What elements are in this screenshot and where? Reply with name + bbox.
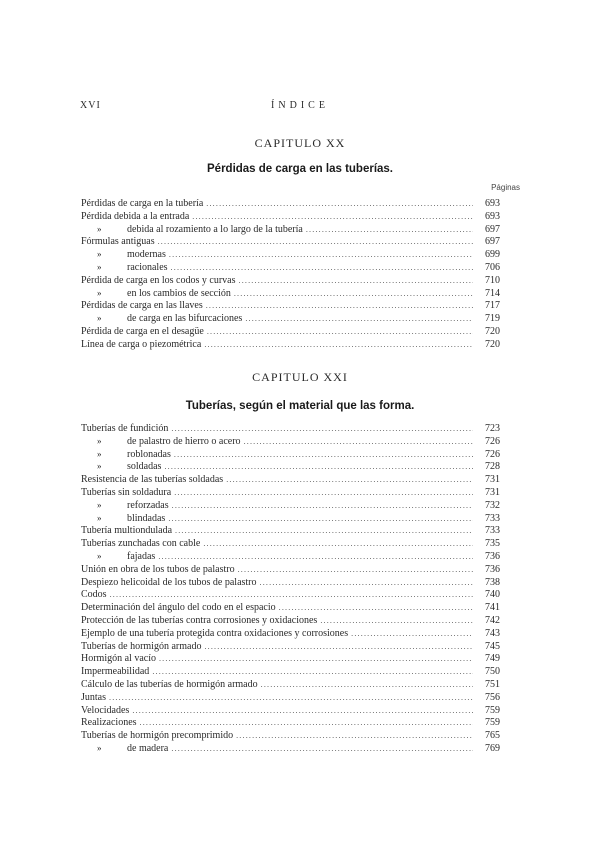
toc-entry-label: Pérdida de carga en el desagüe	[81, 325, 204, 337]
paginas-label: Páginas	[491, 183, 520, 192]
dot-leader	[174, 449, 473, 462]
toc-entry-title	[81, 248, 166, 262]
toc-entry	[81, 577, 500, 590]
dot-leader	[204, 339, 473, 352]
toc-entry	[81, 589, 500, 602]
ditto-mark: »	[97, 499, 102, 510]
toc-entry-title	[81, 692, 106, 705]
chapter-subtitle: Tuberías, según el material que las forma.	[185, 400, 415, 412]
toc-entry	[81, 525, 500, 538]
toc-entry-label: Cálculo de las tuberías de hormigón armado	[81, 678, 258, 690]
dot-leader	[306, 224, 473, 237]
toc-entry-label: modernas	[127, 249, 166, 261]
toc-entry-title	[81, 312, 242, 326]
toc-entry	[81, 653, 500, 666]
toc-entry-title	[81, 460, 161, 474]
toc-entry	[81, 461, 500, 474]
dot-leader	[260, 577, 473, 590]
dot-leader	[140, 717, 473, 730]
toc-entry	[81, 602, 500, 615]
toc-entry-page: 732	[485, 499, 500, 511]
toc-entry-page: 693	[485, 210, 500, 222]
toc-entry-title	[81, 525, 172, 538]
toc-entry-label: racionales	[127, 261, 168, 273]
ditto-mark: »	[97, 435, 102, 446]
toc-entry-page: 765	[485, 730, 500, 742]
toc-entry-title	[81, 198, 203, 211]
toc-entry-title	[81, 705, 129, 718]
toc-entry-page: 717	[485, 300, 500, 312]
toc-entry-label: en los cambios de sección	[127, 287, 231, 299]
dot-leader	[192, 211, 473, 224]
toc-entry-label: Tuberías de hormigón precomprimido	[81, 730, 234, 742]
toc-entry-title	[81, 223, 303, 237]
toc-entry-page: 759	[485, 704, 500, 716]
toc-entry	[81, 262, 500, 275]
toc-entry-label: Unión en obra de los tubos de palastro	[81, 563, 235, 575]
toc-list	[81, 423, 500, 756]
toc-entry-title	[81, 339, 201, 352]
toc-entry-page: 699	[485, 249, 500, 261]
toc-entry-title	[81, 717, 137, 730]
toc-entry-page: 723	[485, 423, 500, 434]
toc-entry-page: 759	[485, 717, 500, 729]
toc-entry-label: Protección de las tuberías contra corrosiones y oxidaciones	[81, 614, 318, 626]
toc-entry-label: Tuberías sin soldadura	[81, 486, 172, 498]
toc-entry-label: Tubería multiondulada	[81, 525, 173, 537]
toc-entry-label: reforzadas	[127, 499, 169, 511]
ditto-mark: »	[97, 461, 102, 472]
toc-entry-label: Ejemplo de una tubería protegida contra oxidaciones y corrosiones	[81, 627, 349, 639]
toc-entry-page: 733	[485, 525, 500, 537]
dot-leader	[158, 236, 473, 249]
toc-entry-title	[81, 666, 149, 679]
toc-entry	[81, 564, 500, 577]
dot-leader	[171, 423, 473, 436]
toc-entry-page: 710	[485, 274, 500, 286]
toc-entry	[81, 717, 500, 730]
toc-entry	[81, 474, 500, 487]
ditto-mark: »	[97, 261, 102, 272]
toc-entry-label: blindadas	[127, 512, 166, 524]
toc-entry-page: 731	[485, 486, 500, 498]
toc-entry-page: 751	[485, 678, 500, 690]
toc-entry	[81, 224, 500, 237]
toc-entry	[81, 288, 500, 301]
dot-leader	[245, 313, 473, 326]
dot-leader	[203, 538, 473, 551]
toc-entry-page: 749	[485, 653, 500, 665]
dot-leader	[169, 249, 473, 262]
dot-leader	[171, 262, 473, 275]
dot-leader	[234, 288, 473, 301]
toc-entry-page: 731	[485, 474, 500, 486]
toc-entry-title	[81, 653, 156, 666]
toc-entry-label: Tuberías zunchadas con cable	[81, 538, 201, 550]
toc-entry-label: Resistencia de las tuberías soldadas	[81, 474, 224, 486]
toc-entry-page: 726	[485, 435, 500, 447]
toc-entry-page: 720	[485, 325, 500, 337]
index-title: ÍNDICE	[271, 100, 329, 111]
toc-entry-label: Realizaciones	[81, 717, 137, 729]
toc-entry	[81, 666, 500, 679]
ditto-mark: »	[97, 287, 102, 298]
toc-entry-title	[81, 435, 241, 449]
ditto-mark: »	[97, 448, 102, 459]
toc-entry-title	[81, 742, 168, 756]
dot-leader	[279, 602, 473, 615]
toc-entry-title	[81, 628, 348, 641]
toc-entry-title	[81, 474, 223, 487]
toc-entry-title	[81, 589, 107, 602]
toc-entry-page: 735	[485, 538, 500, 550]
dot-leader	[171, 743, 473, 756]
dot-leader	[174, 487, 473, 500]
toc-entry-label: de palastro de hierro o acero	[127, 435, 241, 447]
toc-entry	[81, 692, 500, 705]
toc-entry-page: 714	[485, 287, 500, 299]
toc-entry-label: Pérdida debida a la entrada	[81, 210, 190, 222]
chapter-subtitle: Pérdidas de carga en las tuberías.	[207, 163, 393, 175]
ditto-mark: »	[97, 512, 102, 523]
toc-entry-title	[81, 602, 276, 615]
dot-leader	[109, 692, 473, 705]
dot-leader	[164, 461, 473, 474]
dot-leader	[320, 615, 473, 628]
dot-leader	[351, 628, 473, 641]
toc-entry-label: Línea de carga o piezométrica	[81, 338, 202, 350]
toc-entry-title	[81, 326, 204, 339]
toc-entry-page: 736	[485, 563, 500, 575]
toc-entry-page: 726	[485, 448, 500, 460]
toc-entry-page: 720	[485, 338, 500, 350]
dot-leader	[132, 705, 473, 718]
dot-leader	[239, 275, 474, 288]
toc-entry-page: 745	[485, 640, 500, 652]
toc-entry-title	[81, 679, 258, 692]
ditto-mark: »	[97, 550, 102, 561]
toc-entry-label: Pérdidas de carga en la tubería	[81, 198, 204, 209]
dot-leader	[110, 589, 473, 602]
dot-leader	[207, 326, 473, 339]
toc-entry-title	[81, 641, 201, 654]
toc-entry-label: Tuberías de fundición	[81, 423, 169, 434]
toc-entry-page: 769	[485, 742, 500, 754]
dot-leader	[175, 525, 473, 538]
toc-entry-page: 742	[485, 614, 500, 626]
toc-entry-page: 733	[485, 512, 500, 524]
toc-entry-label: fajadas	[127, 550, 156, 562]
toc-entry-label: Juntas	[81, 691, 106, 703]
toc-entry-label: Hormigón al vacío	[81, 653, 156, 665]
toc-entry	[81, 326, 500, 339]
toc-entry-label: Pérdidas de carga en las llaves	[81, 300, 203, 312]
toc-entry	[81, 615, 500, 628]
dot-leader	[172, 500, 473, 513]
toc-entry-title	[81, 564, 235, 577]
toc-list	[81, 198, 500, 352]
toc-entry-page: 738	[485, 576, 500, 588]
ditto-mark: »	[97, 223, 102, 234]
toc-entry-title	[81, 512, 165, 526]
toc-entry	[81, 513, 500, 526]
dot-leader	[168, 513, 473, 526]
toc-entry-label: Tuberías de hormigón armado	[81, 640, 202, 652]
toc-entry-label: de carga en las bifurcaciones	[127, 313, 243, 325]
chapter-heading: CAPITULO XX	[254, 136, 346, 150]
toc-entry-label: Codos	[81, 589, 107, 601]
dot-leader	[261, 679, 473, 692]
toc-entry-page: 693	[485, 198, 500, 209]
toc-entry-page: 750	[485, 666, 500, 678]
toc-entry-title	[81, 615, 317, 628]
toc-entry	[81, 313, 500, 326]
dot-leader	[236, 730, 473, 743]
dot-leader	[204, 641, 473, 654]
ditto-mark: »	[97, 313, 102, 324]
toc-entry	[81, 743, 500, 756]
page-number: XVI	[80, 100, 101, 111]
toc-entry-label: Velocidades	[81, 704, 130, 716]
toc-entry-title	[81, 550, 155, 564]
toc-entry-page: 756	[485, 691, 500, 703]
toc-entry-label: Despiezo helicoidal de los tubos de palastro	[81, 576, 257, 588]
chapter-heading: CAPITULO XXI	[252, 370, 348, 384]
dot-leader	[244, 436, 473, 449]
toc-entry-title	[81, 448, 171, 462]
toc-entry	[81, 679, 500, 692]
toc-entry-title	[81, 287, 231, 301]
toc-entry	[81, 551, 500, 564]
toc-entry	[81, 641, 500, 654]
toc-entry-label: Fórmulas antiguas	[81, 236, 155, 248]
toc-entry-page: 740	[485, 589, 500, 601]
dot-leader	[226, 474, 473, 487]
ditto-mark: »	[97, 742, 102, 753]
dot-leader	[158, 551, 473, 564]
toc-entry-label: debida al rozamiento a lo largo de la tubería	[127, 223, 303, 235]
toc-entry	[81, 628, 500, 641]
dot-leader	[206, 198, 473, 211]
dot-leader	[152, 666, 473, 679]
page-header	[80, 100, 520, 114]
toc-entry-title	[81, 577, 257, 590]
toc-entry-label: roblonadas	[127, 448, 171, 460]
toc-entry-page: 736	[485, 550, 500, 562]
toc-entry-label: de madera	[127, 742, 169, 754]
toc-entry	[81, 198, 500, 211]
toc-entry	[81, 339, 500, 352]
toc-entry-page: 719	[485, 313, 500, 325]
dot-leader	[159, 653, 473, 666]
toc-entry-title	[81, 261, 168, 275]
toc-entry-label: soldadas	[127, 461, 162, 473]
toc-entry-page: 741	[485, 602, 500, 614]
toc-entry-label: Impermeabilidad	[81, 666, 150, 678]
toc-entry-page: 697	[485, 236, 500, 248]
dot-leader	[238, 564, 473, 577]
toc-entry-page: 728	[485, 461, 500, 473]
dot-leader	[206, 300, 473, 313]
ditto-mark: »	[97, 249, 102, 260]
toc-entry-title	[81, 499, 169, 513]
toc-entry	[81, 705, 500, 718]
toc-entry-label: Pérdida de carga en los codos y curvas	[81, 274, 236, 286]
toc-entry-label: Determinación del ángulo del codo en el espacio	[81, 602, 276, 614]
toc-entry-page: 706	[485, 261, 500, 273]
toc-entry-page: 697	[485, 223, 500, 235]
toc-entry-page: 743	[485, 627, 500, 639]
